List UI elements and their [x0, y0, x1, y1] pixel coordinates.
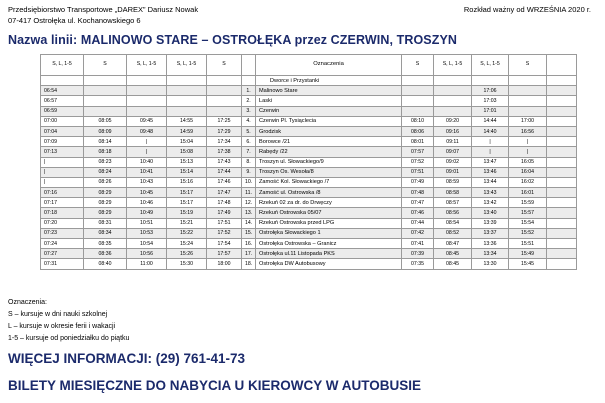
blank-cell [547, 249, 577, 259]
return-time: 13:39 [472, 218, 509, 228]
departure-time: 17:46 [207, 177, 242, 187]
departure-time: 08:40 [84, 259, 127, 269]
return-time: 13:40 [472, 208, 509, 218]
departure-time: 10:56 [127, 249, 167, 259]
return-time: 07:46 [402, 208, 434, 218]
return-time: 08:45 [434, 249, 472, 259]
timetable-body [41, 76, 577, 270]
departure-time: 08:26 [84, 177, 127, 187]
return-time [509, 96, 547, 106]
column-header: S [207, 55, 242, 76]
stop-name: Rzekuń Ostrowska 05/07 [256, 208, 402, 218]
departure-time [167, 86, 207, 96]
departure-time: | [41, 177, 84, 187]
departure-time: 07:31 [41, 259, 84, 269]
return-time: 13:46 [472, 167, 509, 177]
return-time: 09:20 [434, 116, 472, 126]
departure-time: 15:19 [167, 208, 207, 218]
departure-time: 17:25 [207, 116, 242, 126]
return-time: | [509, 147, 547, 157]
stop-name: Rzekuń Ostrowska przed LPG [256, 218, 402, 228]
stop-number: 4. [242, 116, 256, 126]
departure-time [207, 106, 242, 116]
table-row [41, 259, 577, 269]
departure-time: 08:24 [84, 167, 127, 177]
return-time: 07:52 [402, 157, 434, 167]
table-row [41, 188, 577, 198]
return-time: 13:37 [472, 228, 509, 238]
departure-time: 07:04 [41, 126, 84, 136]
timetable [40, 54, 577, 270]
column-header: S, L, 1-5 [434, 55, 472, 76]
return-time [434, 86, 472, 96]
column-header: S, L, 1-5 [127, 55, 167, 76]
departure-time: 08:36 [84, 249, 127, 259]
blank-cell [547, 208, 577, 218]
return-time: 13:47 [472, 157, 509, 167]
departure-time: 14:55 [167, 116, 207, 126]
departure-time: 10:46 [127, 198, 167, 208]
return-time: 16:04 [509, 167, 547, 177]
departure-time: 17:44 [207, 167, 242, 177]
departure-time: 09:45 [127, 116, 167, 126]
blank-cell [547, 188, 577, 198]
departure-time: 08:31 [84, 218, 127, 228]
departure-time: 15:30 [167, 259, 207, 269]
departure-time: 07:24 [41, 239, 84, 249]
departure-time: 08:29 [84, 198, 127, 208]
column-header-stop: Oznaczenia [256, 55, 402, 76]
return-time: 14:40 [472, 126, 509, 136]
departure-time: 17:54 [207, 239, 242, 249]
return-time: 16:01 [509, 188, 547, 198]
return-time: 07:44 [402, 218, 434, 228]
return-time: 09:16 [434, 126, 472, 136]
departure-time: | [127, 147, 167, 157]
return-time: 07:48 [402, 188, 434, 198]
table-row [41, 167, 577, 177]
return-time [402, 106, 434, 116]
departure-time: 07:27 [41, 249, 84, 259]
departure-time: | [127, 137, 167, 147]
return-time: 08:57 [434, 198, 472, 208]
return-time: 07:39 [402, 249, 434, 259]
return-time: 08:58 [434, 188, 472, 198]
return-time: 08:59 [434, 177, 472, 187]
return-time: | [472, 147, 509, 157]
return-time: 15:49 [509, 249, 547, 259]
departure-time: 17:57 [207, 249, 242, 259]
return-time: 08:45 [434, 259, 472, 269]
return-time: 17:01 [472, 106, 509, 116]
return-time: 09:01 [434, 167, 472, 177]
return-time: | [472, 137, 509, 147]
stop-name: Czerwin Pl. Tysiąclecia [256, 116, 402, 126]
table-row [41, 218, 577, 228]
company-header [8, 4, 198, 26]
departure-time: 10:40 [127, 157, 167, 167]
departure-time: 07:17 [41, 198, 84, 208]
return-time [434, 96, 472, 106]
departure-time: 17:29 [207, 126, 242, 136]
departure-time: 15:14 [167, 167, 207, 177]
stop-name: Troszyn ul. Słowackiego/9 [256, 157, 402, 167]
departure-time: 17:34 [207, 137, 242, 147]
return-time [509, 106, 547, 116]
departure-time: 17:38 [207, 147, 242, 157]
departure-time: 08:29 [84, 208, 127, 218]
return-time: 07:42 [402, 228, 434, 238]
return-time: 08:06 [402, 126, 434, 136]
departure-time: 17:43 [207, 157, 242, 167]
return-time: | [509, 137, 547, 147]
line-title: Nazwa linii: MALINOWO STARE – OSTROŁĘKA przez CZERWIN, TROSZYN [8, 33, 458, 47]
blank-cell [547, 96, 577, 106]
departure-time: 07:09 [41, 137, 84, 147]
return-time: 15:57 [509, 208, 547, 218]
departure-time: 15:08 [167, 147, 207, 157]
return-time: 07:49 [402, 177, 434, 187]
return-time: 13:34 [472, 249, 509, 259]
table-row [41, 96, 577, 106]
departure-time: 06:54 [41, 86, 84, 96]
stop-name: Rzekuń 02 za dr. do Drwęczy [256, 198, 402, 208]
info-tickets: BILETY MIESIĘCZNE DO NABYCIA U KIEROWCY W AUTOBUSIE [8, 378, 422, 393]
return-time: 09:02 [434, 157, 472, 167]
blank-cell [547, 177, 577, 187]
stop-number: 6. [242, 137, 256, 147]
departure-time: 17:51 [207, 218, 242, 228]
return-time: 08:54 [434, 218, 472, 228]
departure-time: 10:45 [127, 188, 167, 198]
table-row [41, 249, 577, 259]
blank-cell [547, 106, 577, 116]
blank-cell [547, 116, 577, 126]
stop-name: Czerwin [256, 106, 402, 116]
return-time: 07:47 [402, 198, 434, 208]
return-time: 08:56 [434, 208, 472, 218]
stop-name: Ostrołęka DW Autobusowy [256, 259, 402, 269]
departure-time: 08:09 [84, 126, 127, 136]
departure-time: 10:53 [127, 228, 167, 238]
departure-time: 07:20 [41, 218, 84, 228]
return-time: 13:36 [472, 239, 509, 249]
departure-time: 15:17 [167, 188, 207, 198]
column-header-number [242, 55, 256, 76]
return-time: 14:44 [472, 116, 509, 126]
stop-number: 1. [242, 86, 256, 96]
return-time: 17:03 [472, 96, 509, 106]
departure-time: 07:23 [41, 228, 84, 238]
blank-cell [547, 239, 577, 249]
departure-time [84, 96, 127, 106]
return-time: 08:47 [434, 239, 472, 249]
timetable-header-row [41, 55, 577, 76]
departure-time: 08:29 [84, 188, 127, 198]
validity-note: Rozkład ważny od WRZEŚNIA 2020 r. [463, 5, 591, 14]
departure-time: 08:05 [84, 116, 127, 126]
return-time: 16:56 [509, 126, 547, 136]
departure-time: 10:43 [127, 177, 167, 187]
departure-time: 17:47 [207, 188, 242, 198]
return-time: 16:02 [509, 177, 547, 187]
return-time: 07:51 [402, 167, 434, 177]
departure-time: 17:48 [207, 198, 242, 208]
return-time: 15:59 [509, 198, 547, 208]
departure-time: 07:18 [41, 208, 84, 218]
return-time: 07:35 [402, 259, 434, 269]
return-time: 15:52 [509, 228, 547, 238]
stop-number: 18. [242, 259, 256, 269]
stop-number: 3. [242, 106, 256, 116]
column-header: S [84, 55, 127, 76]
departure-time: 06:57 [41, 96, 84, 106]
stop-number: 8. [242, 157, 256, 167]
subheader-row [41, 76, 577, 86]
stop-number: 7. [242, 147, 256, 157]
return-time: 15:51 [509, 239, 547, 249]
blank-cell [547, 228, 577, 238]
departure-time: 15:04 [167, 137, 207, 147]
departure-time: | [41, 157, 84, 167]
stop-name: Troszyn Os. Wesoła/8 [256, 167, 402, 177]
departure-time [84, 86, 127, 96]
stop-name: Laski [256, 96, 402, 106]
departure-time [207, 86, 242, 96]
table-row [41, 177, 577, 187]
return-time: 07:57 [402, 147, 434, 157]
stop-name: Malinowo Stare [256, 86, 402, 96]
return-time: 09:11 [434, 137, 472, 147]
blank-cell [547, 218, 577, 228]
table-row [41, 106, 577, 116]
legend-item: 1-5 – kursuje od poniedziałku do piątku [8, 335, 130, 342]
stop-number: 17. [242, 249, 256, 259]
departure-time: 15:24 [167, 239, 207, 249]
blank-cell [547, 198, 577, 208]
legend-title: Oznaczenia: [8, 299, 47, 306]
departure-time [84, 106, 127, 116]
column-header: S, L, 1-5 [472, 55, 509, 76]
departure-time: 08:34 [84, 228, 127, 238]
departure-time [127, 86, 167, 96]
stop-name: Rabędy /22 [256, 147, 402, 157]
table-row [41, 239, 577, 249]
blank-cell [547, 157, 577, 167]
departure-time: 17:52 [207, 228, 242, 238]
return-time: 17:00 [509, 116, 547, 126]
departure-time [167, 106, 207, 116]
return-time [402, 86, 434, 96]
return-time: 08:10 [402, 116, 434, 126]
stop-number: 5. [242, 126, 256, 136]
table-row [41, 157, 577, 167]
blank-cell [547, 167, 577, 177]
departure-time: 07:00 [41, 116, 84, 126]
stop-name: Ostrołęka Słowackiego 1 [256, 228, 402, 238]
blank-cell [547, 126, 577, 136]
departure-time [127, 106, 167, 116]
table-row [41, 86, 577, 96]
departure-time: 10:49 [127, 208, 167, 218]
company-name: Przedsiębiorstwo Transportowe „DAREX” Dariusz Nowak [8, 5, 199, 14]
stop-name: Borowce /21 [256, 137, 402, 147]
stop-number: 11. [242, 188, 256, 198]
table-row [41, 198, 577, 208]
blank-cell [547, 86, 577, 96]
return-time: 08:01 [402, 137, 434, 147]
column-header: S, L, 1-5 [167, 55, 207, 76]
return-time: 15:54 [509, 218, 547, 228]
stop-number: 13. [242, 208, 256, 218]
column-header: S [402, 55, 434, 76]
departure-time: | [41, 167, 84, 177]
departure-time: 17:49 [207, 208, 242, 218]
legend-item: S – kursuje w dni nauki szkolnej [8, 311, 108, 318]
stop-name: Zamość ul. Ostrowska /8 [256, 188, 402, 198]
departure-time: 15:16 [167, 177, 207, 187]
return-time: 15:45 [509, 259, 547, 269]
stop-number: 14. [242, 218, 256, 228]
return-time: 17:06 [472, 86, 509, 96]
departure-time: 10:54 [127, 239, 167, 249]
table-row [41, 208, 577, 218]
departure-time [207, 96, 242, 106]
return-time [434, 106, 472, 116]
table-row [41, 116, 577, 126]
legend [8, 297, 129, 345]
stop-number: 10. [242, 177, 256, 187]
return-time: 09:07 [434, 147, 472, 157]
departure-time: 08:23 [84, 157, 127, 167]
stop-name: Grodzisk [256, 126, 402, 136]
departure-time: 15:13 [167, 157, 207, 167]
blank-cell [547, 137, 577, 147]
stop-name: Ostrołęka Ostrowska – Granicz [256, 239, 402, 249]
stop-number: 15. [242, 228, 256, 238]
table-row [41, 126, 577, 136]
departure-time: 15:17 [167, 198, 207, 208]
company-address: 07-417 Ostrołęka ul. Kochanowskiego 6 [8, 16, 141, 25]
table-row [41, 147, 577, 157]
departure-time: 06:59 [41, 106, 84, 116]
stops-subheader: Dworce i Przystanki [256, 76, 402, 86]
departure-time: 10:51 [127, 218, 167, 228]
stop-name: Ostrołęka ul.11 Listopada PKS [256, 249, 402, 259]
departure-time: 18:00 [207, 259, 242, 269]
departure-time: 08:35 [84, 239, 127, 249]
departure-time: 08:14 [84, 137, 127, 147]
departure-time: 15:21 [167, 218, 207, 228]
return-time: 07:41 [402, 239, 434, 249]
departure-time: 15:26 [167, 249, 207, 259]
column-header: S [509, 55, 547, 76]
departure-time: 07:16 [41, 188, 84, 198]
return-time: 13:42 [472, 198, 509, 208]
departure-time: 14:59 [167, 126, 207, 136]
blank-cell [547, 259, 577, 269]
departure-time: 10:41 [127, 167, 167, 177]
return-time: 13:43 [472, 188, 509, 198]
stop-number: 9. [242, 167, 256, 177]
return-time [509, 86, 547, 96]
stop-number: 12. [242, 198, 256, 208]
return-time [402, 96, 434, 106]
departure-time: 08:18 [84, 147, 127, 157]
departure-time: 09:48 [127, 126, 167, 136]
departure-time: 07:13 [41, 147, 84, 157]
blank-cell [547, 147, 577, 157]
table-row [41, 228, 577, 238]
return-time: 13:44 [472, 177, 509, 187]
departure-time: 11:00 [127, 259, 167, 269]
info-phone: WIĘCEJ INFORMACJI: (29) 761-41-73 [8, 351, 246, 366]
legend-item: L – kursuje w okresie ferii i wakacji [8, 323, 116, 330]
table-row [41, 137, 577, 147]
return-time: 08:52 [434, 228, 472, 238]
departure-time [127, 96, 167, 106]
departure-time [167, 96, 207, 106]
stop-number: 2. [242, 96, 256, 106]
departure-time: 15:22 [167, 228, 207, 238]
return-time: 16:05 [509, 157, 547, 167]
return-time: 13:30 [472, 259, 509, 269]
column-header-blank [547, 55, 577, 76]
stop-name: Zamość Kol. Słowackiego /7 [256, 177, 402, 187]
stop-number: 16. [242, 239, 256, 249]
column-header: S, L, 1-5 [41, 55, 84, 76]
